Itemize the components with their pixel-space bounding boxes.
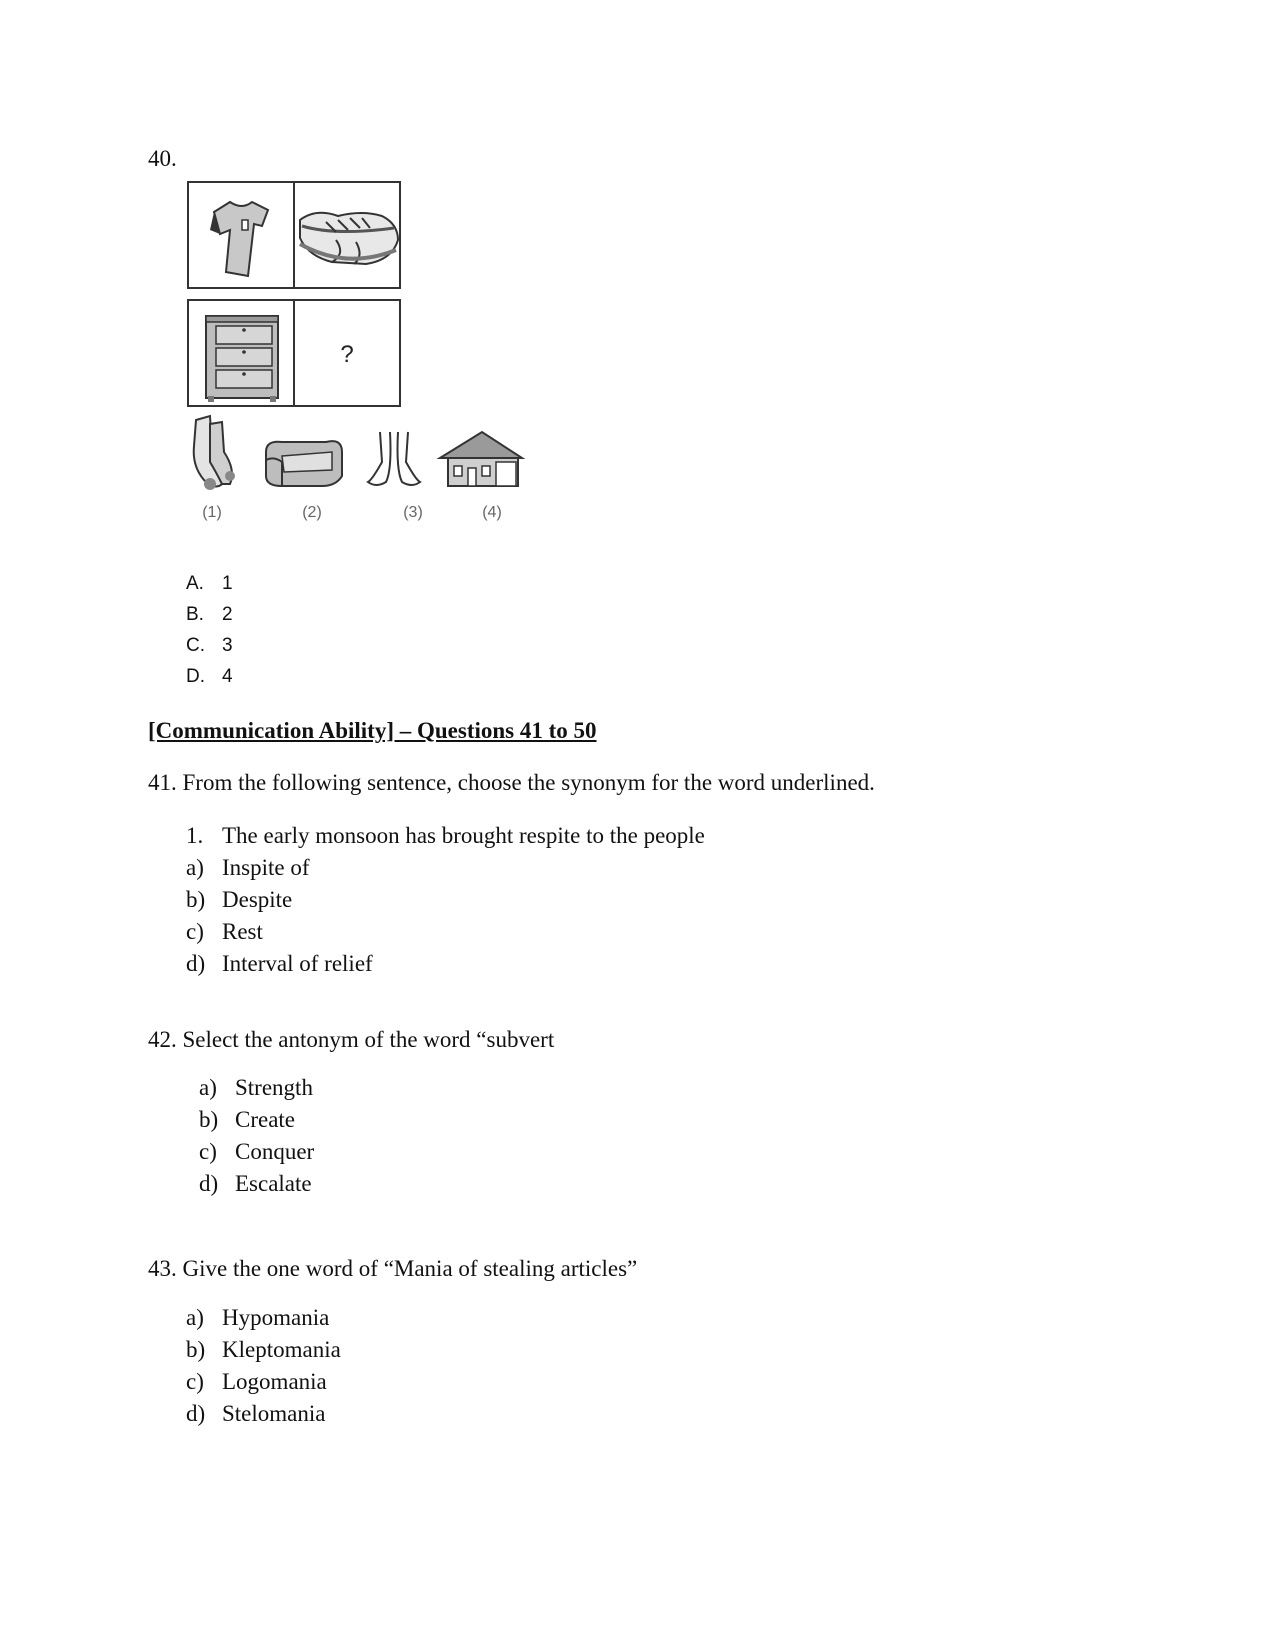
option-text: Despite <box>222 887 293 912</box>
choice-label-3: (3) <box>403 504 423 521</box>
question-41-text: 41. From the following sentence, choose the synonym for the word underlined. <box>148 770 875 795</box>
option-label: B. <box>186 604 204 625</box>
q41-sentence <box>186 820 705 852</box>
analogy-figure <box>186 180 546 550</box>
option-label: b) <box>186 1337 206 1362</box>
q41-option-d[interactable] <box>186 948 705 980</box>
q42-option-b[interactable] <box>199 1104 314 1136</box>
q42-option-c[interactable] <box>199 1136 314 1168</box>
q40-option-d[interactable] <box>186 666 233 688</box>
question-mark: ? <box>340 341 354 368</box>
feet-icon <box>368 432 420 485</box>
choice-label-2: (2) <box>302 504 322 521</box>
q40-option-a[interactable] <box>186 573 233 595</box>
option-text: Stelomania <box>222 1401 326 1426</box>
drawer-cabinet-icon <box>206 316 278 402</box>
option-text: Interval of relief <box>222 951 373 976</box>
option-text: 1 <box>222 573 233 594</box>
option-label: d) <box>186 951 206 976</box>
option-label: A. <box>186 573 204 594</box>
section-heading: [Communication Ability] – Questions 41 to 50 <box>148 718 597 743</box>
option-text: 3 <box>222 635 233 656</box>
q42-list <box>199 1072 314 1200</box>
choice-label-1: (1) <box>202 504 222 521</box>
q40-option-b[interactable] <box>186 604 233 626</box>
option-label: c) <box>186 1369 204 1394</box>
option-label: b) <box>186 887 206 912</box>
option-text: 4 <box>222 666 233 687</box>
option-label: a) <box>199 1075 217 1100</box>
q43-option-b[interactable] <box>186 1334 341 1366</box>
option-text: Rest <box>222 919 263 944</box>
q43-option-a[interactable] <box>186 1302 341 1334</box>
socks-icon <box>194 416 235 490</box>
option-text: Logomania <box>222 1369 327 1394</box>
option-label: c) <box>199 1139 217 1164</box>
q41-list <box>186 820 705 980</box>
option-label: D. <box>186 666 205 687</box>
option-label: a) <box>186 1305 204 1330</box>
option-label: a) <box>186 855 204 880</box>
option-text: Escalate <box>235 1171 312 1196</box>
option-text: 2 <box>222 604 233 625</box>
sentence-text: The early monsoon has brought respite to the people <box>222 823 705 848</box>
option-label: c) <box>186 919 204 944</box>
q41-option-a[interactable] <box>186 852 705 884</box>
sofa-icon <box>266 441 342 486</box>
option-text: Inspite of <box>222 855 310 880</box>
option-text: Strength <box>235 1075 313 1100</box>
sentence-label: 1. <box>186 823 204 848</box>
q43-option-d[interactable] <box>186 1398 341 1430</box>
house-icon <box>440 432 522 486</box>
option-label: d) <box>199 1171 219 1196</box>
option-label: d) <box>186 1401 206 1426</box>
question-42-text: 42. Select the antonym of the word “subvert <box>148 1027 555 1052</box>
q43-list <box>186 1302 341 1430</box>
option-text: Create <box>235 1107 296 1132</box>
option-text: Hypomania <box>222 1305 330 1330</box>
q40-option-c[interactable] <box>186 635 233 657</box>
q41-option-b[interactable] <box>186 884 705 916</box>
q41-option-c[interactable] <box>186 916 705 948</box>
option-text: Conquer <box>235 1139 315 1164</box>
option-text: Kleptomania <box>222 1337 341 1362</box>
q42-option-d[interactable] <box>199 1168 314 1200</box>
choice-label-4: (4) <box>482 504 502 521</box>
option-label: b) <box>199 1107 219 1132</box>
analogy-figure-svg <box>186 180 546 550</box>
q43-option-c[interactable] <box>186 1366 341 1398</box>
question-40-number: 40. <box>148 146 177 171</box>
question-43-text: 43. Give the one word of “Mania of stealing articles” <box>148 1256 638 1281</box>
q42-option-a[interactable] <box>199 1072 314 1104</box>
option-label: C. <box>186 635 205 656</box>
